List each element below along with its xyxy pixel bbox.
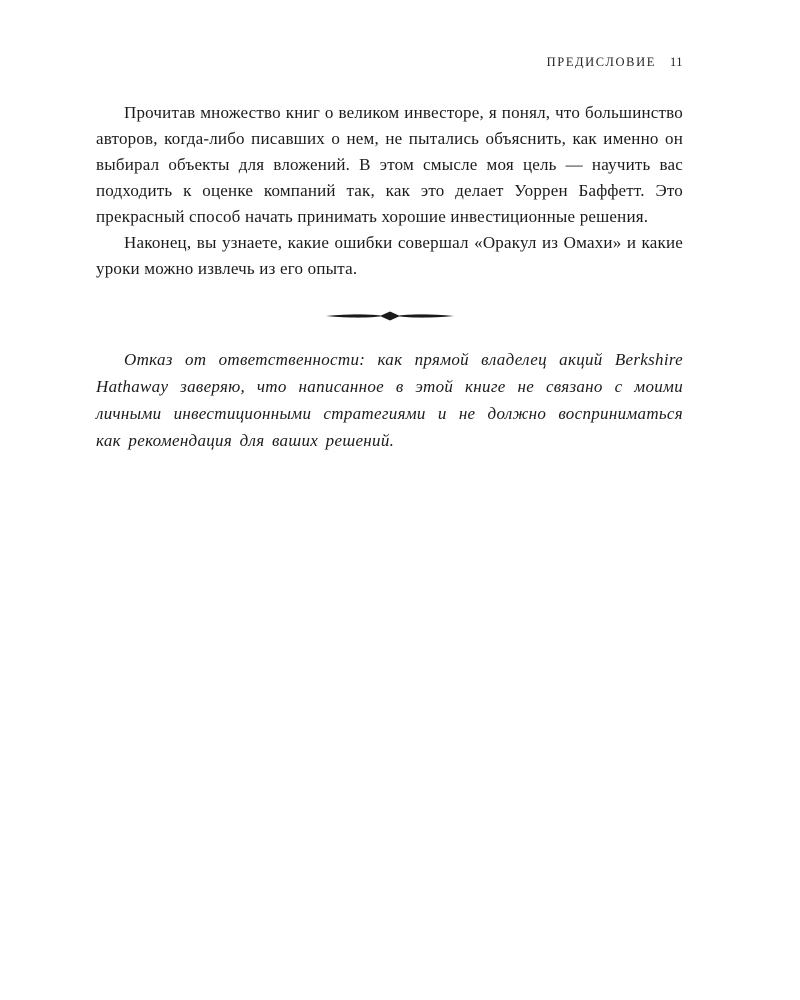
running-head <box>96 55 683 70</box>
section-divider <box>96 310 683 322</box>
body-paragraph: Прочитав множество книг о великом инвесторе, я понял, что большинство авторов, когда-либо писавших о нем, не пытались объяснить, как именно он выбирал объекты для вложений. В этом смысле моя цель — научить вас подходить к оценке компаний так, как это делает Уоррен Баффетт. Это прекрасный способ начать принимать хорошие инвестиционные решения. <box>96 103 683 226</box>
body-paragraph: Наконец, вы узнаете, какие ошибки совершал «Оракул из Омахи» и какие уроки можно извлечь из его опыта. <box>96 233 683 278</box>
disclaimer-block <box>96 346 683 454</box>
section-divider-flourish-icon <box>324 310 456 322</box>
page-number: 11 <box>669 55 683 69</box>
disclaimer-paragraph: Отказ от ответственности: как прямой владелец акций Berkshire Hathaway заверяю, что написанное в этой книге не связано с моими личными инвестиционными стратегиями и не должно восприниматься как рекомендация для ваших решений. <box>96 350 683 450</box>
running-head-title: ПРЕДИСЛОВИЕ <box>546 55 656 69</box>
body-text <box>96 100 683 282</box>
